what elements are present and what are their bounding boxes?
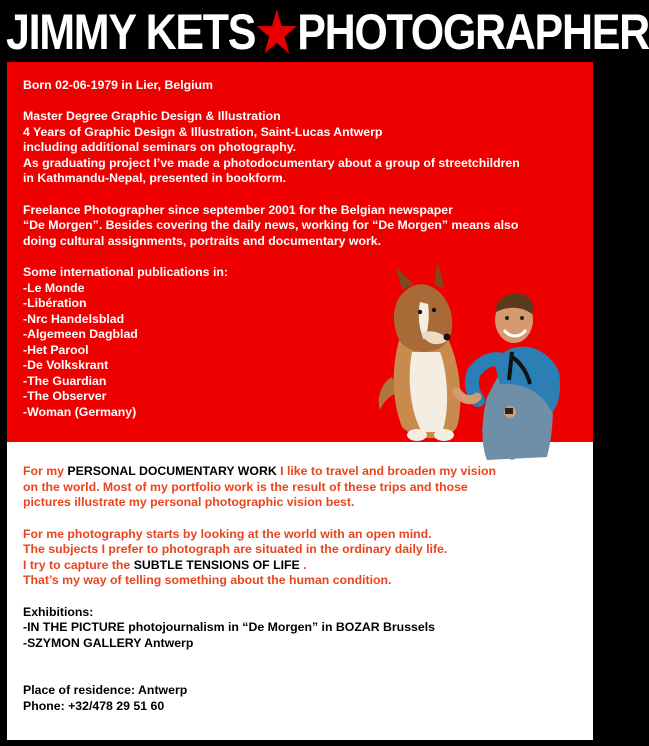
statement-section [7,442,593,740]
publication-item: -Le Monde [23,281,85,295]
education-line: including additional seminars on photography. [23,140,297,154]
photographer-figure [457,294,560,460]
statement-line: That’s my way of telling something about the human condition. [23,573,392,587]
education-line: in Kathmandu-Nepal, presented in bookform. [23,171,287,185]
collie-dog [379,262,461,441]
statement-line: For my PERSONAL DOCUMENTARY WORK I like to travel and broaden my vision [23,464,497,478]
publication-item: -Het Parool [23,343,89,357]
phone-line: Phone: +32/478 29 51 60 [23,699,165,713]
statement-line: pictures illustrate my personal photographic vision best. [23,495,355,509]
statement-line: The subjects I prefer to photograph are situated in the ordinary daily life. [23,542,448,556]
publication-item: -Libération [23,296,87,310]
photographer-with-dog-photo [362,232,572,462]
career-line: “De Morgen”. Besides covering the daily news, working for “De Morgen” means also [23,218,519,232]
publications-heading: Some international publications in: [23,265,228,279]
publication-item: -Nrc Handelsblad [23,312,125,326]
exhibition-item: -IN THE PICTURE photojournalism in “De Morgen” in BOZAR Brussels [23,620,435,634]
publication-item: -The Guardian [23,374,107,388]
publication-item: -The Observer [23,389,107,403]
subtle-tensions-highlight: SUBTLE TENSIONS OF LIFE [133,558,300,572]
page-header [0,0,649,63]
statement-line: I try to capture the SUBTLE TENSIONS OF LIFE . [23,558,307,572]
title-name: JIMMY KETS [6,4,256,60]
statement-line: For me photography starts by looking at the world with an open mind. [23,527,432,541]
career-line: Freelance Photographer since september 2001 for the Belgian newspaper [23,203,453,217]
residence-line: Place of residence: Antwerp [23,683,188,697]
career-line: doing cultural assignments, portraits and documentary work. [23,234,382,248]
education-line: Master Degree Graphic Design & Illustration [23,109,281,123]
personal-documentary-highlight: PERSONAL DOCUMENTARY WORK [67,464,277,478]
star-icon: ★ [255,2,297,63]
exhibition-item: -SZYMON GALLERY Antwerp [23,636,194,650]
title-profession: PHOTOGRAPHER [297,4,649,60]
content-panel [7,62,593,740]
publication-item: -Woman (Germany) [23,405,137,419]
publication-item: -Algemeen Dagblad [23,327,138,341]
education-line: As graduating project I’ve made a photodocumentary about a group of streetchildren [23,156,520,170]
statement-line: on the world. Most of my portfolio work is the result of these trips and those [23,480,468,494]
born-line: Born 02-06-1979 in Lier, Belgium [23,78,213,92]
publication-item: -De Volkskrant [23,358,109,372]
page-title [6,2,649,63]
exhibitions-heading: Exhibitions: [23,605,94,619]
education-line: 4 Years of Graphic Design & Illustration, Saint-Lucas Antwerp [23,125,383,139]
